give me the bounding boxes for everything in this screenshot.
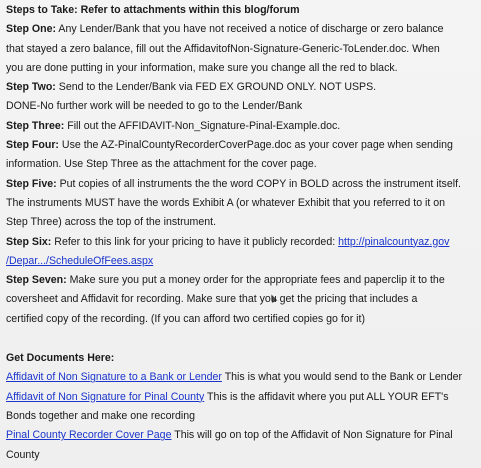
step-five-label: Step Five: <box>6 177 57 190</box>
step-two-line-1 <box>6 78 481 97</box>
step-two-line-2: DONE-No further work will be needed to go to the Lender/Bank <box>6 100 303 113</box>
step-three-line-1 <box>6 117 481 136</box>
step-seven-line-3: certified copy of the recording. (If you can afford two certified copies go for it) <box>6 312 365 325</box>
step-six-line-1 <box>6 233 481 252</box>
pinal-affidavit-link[interactable]: Affidavit of Non Signature for Pinal County <box>6 390 205 403</box>
step-one-line-2: that stayed a zero balance, fill out the AffidavitofNon-Signature-Generic-ToLender.doc. When <box>6 42 440 55</box>
step-one-line-3: you are done putting in your information, make sure you change all the red to black. <box>6 61 398 74</box>
document-item-2-desc: This is the affidavit where you put ALL YOUR EFT's <box>204 390 449 403</box>
document-item-1-desc: This is what you would send to the Bank or Lender <box>221 371 463 384</box>
step-six-text-1: Refer to this link for your pricing to have it publicly recorded: <box>51 235 339 248</box>
step-five-line-1 <box>6 175 481 194</box>
step-four-text-1: Use the AZ-PinalCountyRecorderCoverPage.doc as your cover page when sending <box>58 139 453 152</box>
step-six-label: Step Six: <box>6 235 52 248</box>
steps-header: Steps to Take: Refer to attachments within this blog/forum <box>6 4 300 16</box>
document-item-3 <box>6 426 481 445</box>
step-three-label: Step Three: <box>6 119 65 132</box>
document-item-3-desc-line-2: County <box>6 448 40 461</box>
step-two-label: Step Two: <box>6 81 56 94</box>
document-item-3-desc: This will go on top of the Affidavit of Non Signature for Pinal <box>171 429 453 442</box>
step-four-line-2: information. Use Step Three as the attachment for the cover page. <box>6 158 317 171</box>
section-spacer <box>6 329 481 349</box>
bank-affidavit-link[interactable]: Affidavit of Non Signature to a Bank or Lender <box>6 371 222 384</box>
step-one-line-1 <box>6 20 481 39</box>
step-two-text-1: Send to the Lender/Bank via FED EX GROUND ONLY. NOT USPS. <box>55 81 377 94</box>
fee-schedule-link-part-1[interactable]: http://pinalcountyaz.gov <box>338 235 450 248</box>
fee-schedule-link-part-2[interactable]: /Depar.../ScheduleOfFees.aspx <box>6 254 154 267</box>
step-seven-text-1: Make sure you put a money order for the appropriate fees and paperclip it to the <box>66 274 445 287</box>
document-item-2 <box>6 388 481 407</box>
step-three-text-1: Fill out the AFFIDAVIT-Non_Signature-Pinal-Example.doc. <box>64 119 341 132</box>
step-seven-line-2: coversheet and Affidavit for recording. Make sure that you get the pricing that includes a <box>6 293 418 306</box>
step-four-line-1 <box>6 136 481 155</box>
step-one-text-1: Any Lender/Bank that you have not received a notice of discharge or zero balance <box>56 23 444 36</box>
documents-header: Get Documents Here: <box>6 352 115 365</box>
step-five-text-1: Put copies of all instruments the the word COPY in BOLD across the instrument itself. <box>56 177 461 190</box>
step-five-line-2: The instruments MUST have the words Exhibit A (or whatever Exhibit that you referred to it on <box>6 196 446 209</box>
step-seven-line-1 <box>6 271 481 290</box>
step-one-label: Step One: <box>6 23 57 36</box>
document-item-2-desc-line-2: Bonds together and make one recording <box>6 409 196 422</box>
cover-page-link[interactable]: Pinal County Recorder Cover Page <box>6 429 172 442</box>
step-six-line-2 <box>6 252 481 271</box>
document-item-1 <box>6 368 481 387</box>
step-four-label: Step Four: <box>6 139 59 152</box>
step-seven-label: Step Seven: <box>6 274 67 287</box>
step-five-line-3: Step Three) across the top of the instrument. <box>6 216 217 229</box>
